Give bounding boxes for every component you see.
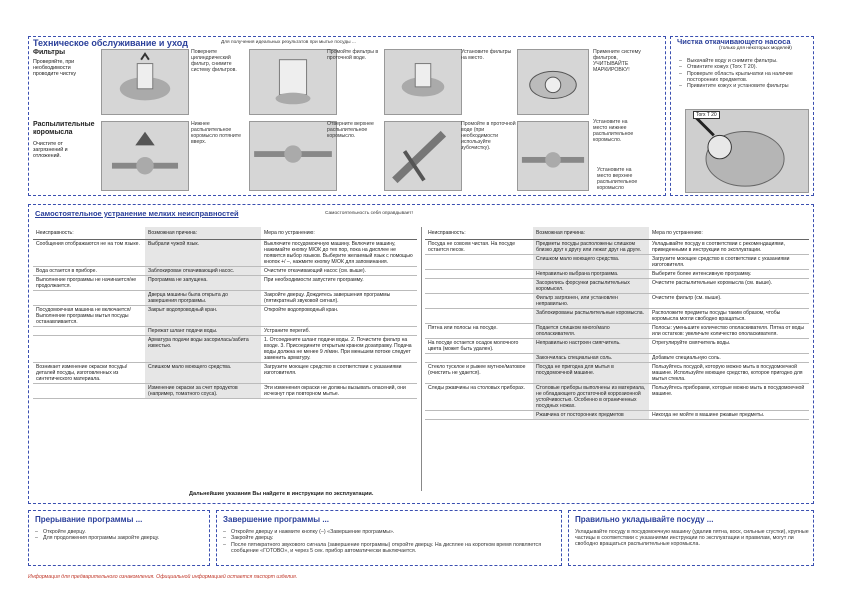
- table-row: [33, 336, 417, 363]
- cause-cell: Арматура подачи воды засорилась/забита известью.: [145, 336, 261, 363]
- interrupt-section: [28, 510, 210, 566]
- fault-cell: [33, 327, 145, 336]
- fault-cell: [425, 411, 533, 420]
- table-row: [425, 384, 809, 411]
- table-row: [33, 267, 417, 276]
- maintenance-section: [28, 36, 666, 196]
- disclaimer: Информация для предварительного ознакомления. Официальной информацией остается паспорт изделия.: [28, 574, 298, 580]
- fault-cell: Вода остается в приборе.: [33, 267, 145, 276]
- fault-cell: [425, 294, 533, 309]
- load-text: Укладывайте посуду в посудомоечную машину (удалив пятна, воск, сильные сгустки), крупные частицы в соответствии с указаниями инструкции по эксплуатации и правилам, могут ли свободно вращаться распылительные коромысла.: [575, 529, 809, 548]
- table-row: [425, 309, 809, 324]
- table-row: [33, 363, 417, 384]
- table-row: [425, 270, 809, 279]
- fault-cell: Следы ржавчины на столовых приборах.: [425, 384, 533, 411]
- filter-photo-4: [517, 49, 589, 115]
- pump-step: – Проверьте область крыльчатки на наличие посторонних предметов.: [677, 71, 809, 84]
- filter-caption-4: Примените систему фильтров, УЧИТЫВАЙТЕ МАРКИРОВКУ!: [593, 49, 641, 73]
- cause-cell: Закрыт водопроводный кран.: [145, 306, 261, 327]
- col-header: Мера по устранению:: [261, 227, 417, 240]
- cause-cell: Пережат шланг подачи воды.: [145, 327, 261, 336]
- table-row: [33, 384, 417, 399]
- fault-cell: [425, 354, 533, 363]
- interrupt-item: – Для продолжения программы закройте дверцу.: [33, 535, 205, 541]
- pump-step: – Привинтите кожух и установите фильтры: [677, 83, 809, 89]
- fault-cell: Возникает изменение окраски посуды/деталей посуды, изготовленных из синтетического материала.: [33, 363, 145, 384]
- filter-photo-1: [101, 49, 189, 115]
- remedy-cell: Эти изменения окраски не должны вызывать опасений, они исчезнут при повторном мытье.: [261, 384, 417, 399]
- fault-cell: [33, 291, 145, 306]
- filter-photo-3: [384, 49, 462, 115]
- cause-cell: Изменение окраски за счет продуктов (например, томатного соуса).: [145, 384, 261, 399]
- faults-table-left: [33, 227, 417, 399]
- load-section: [568, 510, 814, 566]
- load-title: Правильно укладывайте посуду ...: [575, 515, 714, 524]
- remedy-cell: Закройте дверцу. Дождитесь завершения программы (пятикратный звуковой сигнал).: [261, 291, 417, 306]
- finish-item: – Закройте дверцу.: [221, 535, 557, 541]
- fault-cell: Посуда не совсем чистая. На посуде остается песок.: [425, 240, 533, 255]
- arm-photo-4: [517, 121, 589, 191]
- filter-caption-2: Промойте фильтры в проточной воде.: [327, 49, 379, 61]
- finish-section: [216, 510, 562, 566]
- arm-caption-3: Промойте в проточной воде (при необходимости используйте зубочистку).: [461, 121, 516, 151]
- col-header: Неисправность:: [33, 227, 145, 240]
- remedy-cell: Пользуйтесь приборами, которые можно мыть в посудомоечной машине.: [649, 384, 809, 411]
- cause-cell: Ржавчина от посторонних предметов: [533, 411, 649, 420]
- fault-cell: Пятна или полосы на посуде.: [425, 324, 533, 339]
- table-divider: [421, 227, 422, 491]
- arm-photo-3: [384, 121, 462, 191]
- arms-title: Распылительные коромысла: [33, 121, 95, 136]
- table-row: [425, 339, 809, 354]
- pump-step: – Выкачайте воду и снимите фильтры.: [677, 58, 809, 64]
- col-header: Мера по устранению:: [649, 227, 809, 240]
- fault-cell: [425, 255, 533, 270]
- fault-cell: Стекло тусклое и рыжее мутное/матовое (очистить не удается).: [425, 363, 533, 384]
- cause-cell: Неправильно выбрана программа.: [533, 270, 649, 279]
- arm-caption-5: Установите на место верхнее распылительное коромысло: [597, 167, 638, 191]
- remedy-cell: При необходимости запустите программу.: [261, 276, 417, 291]
- table-row: [425, 255, 809, 270]
- interrupt-item: – Откройте дверцу.: [33, 529, 205, 535]
- remedy-cell: Очистите фильтр (см. выше).: [649, 294, 809, 309]
- maintenance-subtitle: Для получения идеальных результатов при мытье посуды ...: [221, 40, 356, 45]
- fault-cell: [33, 384, 145, 399]
- remedy-cell: Расположите предметы посуды таким образом, чтобы коромысла могли свободно вращаться.: [649, 309, 809, 324]
- cause-cell: Предметы посуды расположены слишком близко друг к другу или лежат друг на друге.: [533, 240, 649, 255]
- filters-title: Фильтры: [33, 49, 66, 56]
- remedy-cell: Отрегулируйте смягчитель воды.: [649, 339, 809, 354]
- finish-item: – Откройте дверцу и нажмите кнопку (–) «Завершение программы».: [221, 529, 557, 535]
- fault-cell: [425, 309, 533, 324]
- cause-cell: Программа не запущена.: [145, 276, 261, 291]
- fault-cell: [425, 279, 533, 294]
- cause-cell: Заблокированы распылительные коромысла.: [533, 309, 649, 324]
- table-row: [425, 411, 809, 420]
- arms-text: Очистите от загрязнений и отложений.: [33, 141, 68, 160]
- fault-cell: На посуде остается осадок молочного цвета (может быть удален).: [425, 339, 533, 354]
- cause-cell: Слишком мало моющего средства.: [145, 363, 261, 384]
- remedy-cell: Полосы: уменьшите количество ополаскивателя. Пятна от воды или остатков: увеличьте количество ополаскивателя.: [649, 324, 809, 339]
- fault-cell: Сообщения отображаются не на том языке.: [33, 240, 145, 267]
- pump-section: [670, 36, 814, 196]
- cause-cell: Дверца машины была открыта до завершения программы.: [145, 291, 261, 306]
- finish-item: – После пятикратного звукового сигнала (завершение программы) откройте дверцу. На дисплее на коротком время появляется сообщение «ГОТОВО», и через 5 сек. прибор автоматически выключается.: [221, 542, 557, 555]
- remedy-cell: Укладывайте посуду в соответствии с рекомендациями, приведенными в инструкции по эксплуатации.: [649, 240, 809, 255]
- table-row: [425, 354, 809, 363]
- arm-caption-2: Отверните верхнее распылительное коромысло.: [327, 121, 374, 139]
- table-row: [33, 327, 417, 336]
- cause-cell: Слишком мало моющего средства.: [533, 255, 649, 270]
- table-row: [425, 279, 809, 294]
- faults-subtitle: Самостоятельность себя оправдывает!: [325, 211, 413, 216]
- faults-section: [28, 204, 814, 504]
- col-header: Возможная причина:: [533, 227, 649, 240]
- remedy-cell: Пользуйтесь посудой, которую можно мыть в посудомоечной машине. Используйте моющее средство, которое пригодно для мытья стекла.: [649, 363, 809, 384]
- arm-photo-2: [249, 121, 337, 191]
- filter-caption-3: Установите фильтры на место.: [461, 49, 512, 61]
- maintenance-title: Техническое обслуживание и уход: [33, 38, 188, 48]
- remedy-cell: Никогда не мойте в машине ржавые предметы.: [649, 411, 809, 420]
- cause-cell: Заблокирован откачивающий насос.: [145, 267, 261, 276]
- table-row: [425, 363, 809, 384]
- pump-steps: [677, 58, 809, 89]
- table-row: [33, 276, 417, 291]
- arm-caption-1: Нижнее распылительное коромысло потяните вверх.: [191, 121, 242, 145]
- pump-photo: [685, 109, 809, 193]
- pump-step: – Отвинтите кожух (Torx T 20).: [677, 64, 809, 70]
- cause-cell: Столовые приборы выполнены из материала, не обладающего достаточной коррозионной устойчивостью. Особенно в ограниченных посудных ножах.: [533, 384, 649, 411]
- col-header: Возможная причина:: [145, 227, 261, 240]
- faults-footer: Дальнейшие указания Вы найдете в инструкции по эксплуатации.: [189, 491, 374, 497]
- interrupt-title: Прерывание программы ...: [35, 515, 143, 524]
- table-row: [33, 240, 417, 267]
- remedy-cell: Очистите распылительные коромысла (см. выше).: [649, 279, 809, 294]
- cause-cell: Выбрали чужой язык.: [145, 240, 261, 267]
- col-header: Неисправность:: [425, 227, 533, 240]
- cause-cell: Засорились форсунки распылительных коромысел.: [533, 279, 649, 294]
- arm-caption-4: Установите на место нижнее распылительное коромысло.: [593, 119, 634, 143]
- finish-title: Завершение программы ...: [223, 515, 329, 524]
- cause-cell: Посуда не пригодна для мытья в посудомоечной машине.: [533, 363, 649, 384]
- cause-cell: Подается слишком много/мало ополаскивателя.: [533, 324, 649, 339]
- pump-title: Чистка откачивающего насоса: [677, 37, 791, 46]
- cause-cell: Неправильно настроен смягчитель.: [533, 339, 649, 354]
- pump-subtitle: (только для некоторых моделей): [719, 46, 792, 51]
- table-row: [33, 291, 417, 306]
- table-row: [425, 294, 809, 309]
- fault-cell: [33, 336, 145, 363]
- table-row: [33, 306, 417, 327]
- remedy-cell: Загрузите моющее средство в соответствии с указаниями изготовителя.: [261, 363, 417, 384]
- remedy-cell: Очистите откачивающий насос (см. выше).: [261, 267, 417, 276]
- cause-cell: Фильтр загрязнен, или установлен неправильно.: [533, 294, 649, 309]
- remedy-cell: Загрузите моющее средство в соответствии с указаниями изготовителя.: [649, 255, 809, 270]
- remedy-cell: 1. Отсоедините шланг подачи воды. 2. Почистите фильтр на входе. 3. Присоедините открытым краном дозаправку. Подача воды должна не менее 9 л/мин. При меньшем потоке следует заменить арматуру.: [261, 336, 417, 363]
- cause-cell: Закончилась специальная соль.: [533, 354, 649, 363]
- remedy-cell: Выберите более интенсивную программу.: [649, 270, 809, 279]
- remedy-cell: Устраните перегиб.: [261, 327, 417, 336]
- filter-photo-2: [249, 49, 337, 115]
- remedy-cell: Добавьте специальную соль.: [649, 354, 809, 363]
- arm-photo-1: [101, 121, 189, 191]
- fault-cell: Посудомоечная машина не включается/Выполнение программы мытья посуды останавливается.: [33, 306, 145, 327]
- faults-title: Самостоятельное устранение мелких неисправностей: [35, 209, 239, 218]
- filter-caption-1: Поверните цилиндрический фильтр, снимите систему фильтров.: [191, 49, 237, 73]
- filters-text: Проверяйте, при необходимости проводите чистку: [33, 59, 76, 78]
- faults-table-right: [425, 227, 809, 420]
- remedy-cell: Выключите посудомоечную машину. Включите машину, нажимайте кнопку М/ОК до тех пор, пока на дисплее не появится выбор языков. Выберите желаемый язык с помощью кнопок +/ –, нажмите кнопку М/ОК для запоминания.: [261, 240, 417, 267]
- remedy-cell: Откройте водопроводный кран.: [261, 306, 417, 327]
- torx-label: Torx T 20: [693, 111, 720, 119]
- table-row: [425, 240, 809, 255]
- fault-cell: [425, 270, 533, 279]
- fault-cell: Выполнение программы не начинается/не продолжается.: [33, 276, 145, 291]
- table-row: [425, 324, 809, 339]
